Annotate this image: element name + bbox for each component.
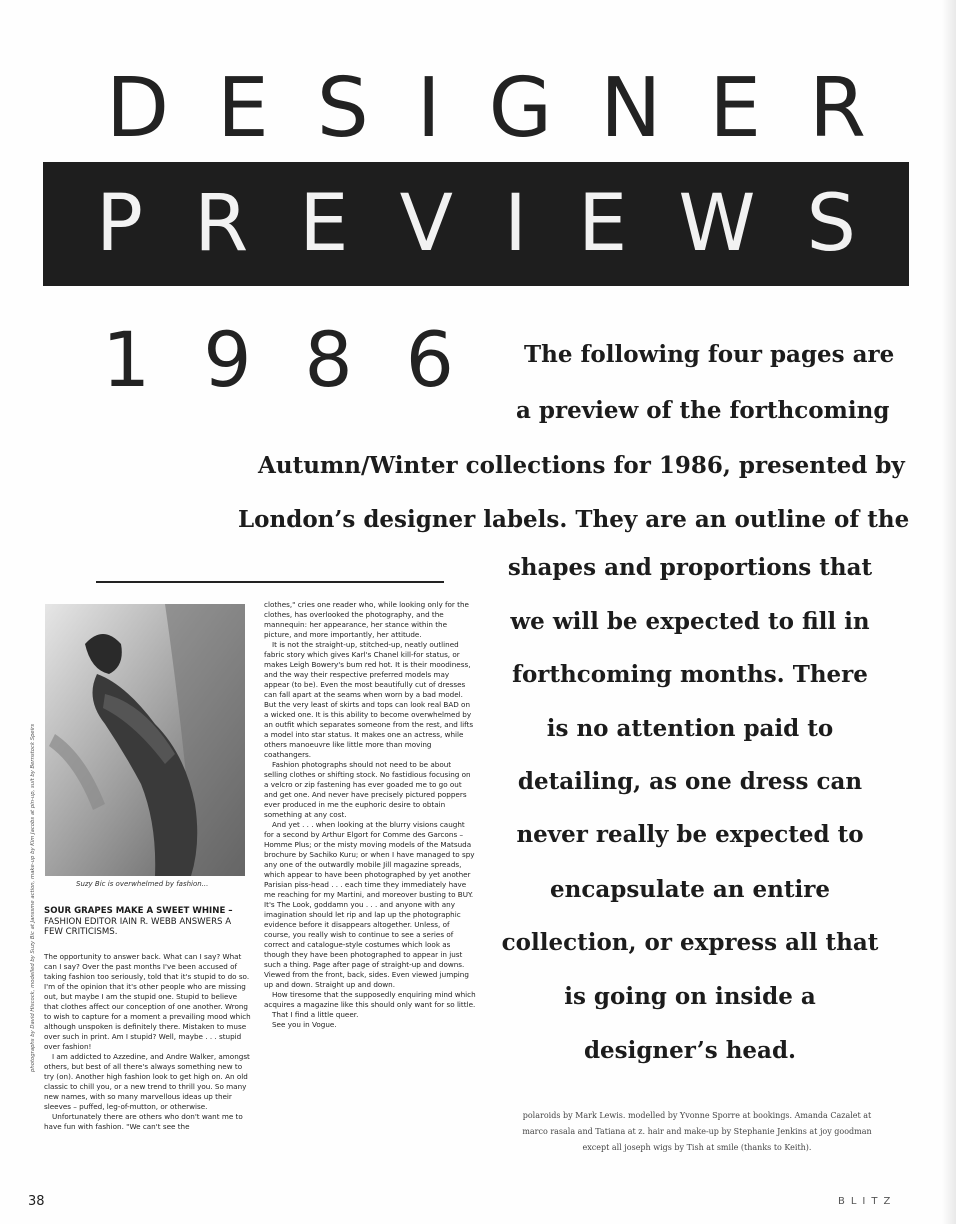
year-digit: 6 (405, 314, 454, 404)
title-letter: S (806, 179, 856, 269)
title-letter: E (299, 179, 349, 269)
year-digit: 8 (304, 314, 353, 404)
photo-illustration (45, 604, 245, 876)
intro-line: a preview of the forthcoming (516, 397, 890, 424)
title-previews (96, 172, 856, 276)
title-letter: R (808, 60, 866, 156)
title-letter: S (316, 60, 369, 156)
intro-line: detailing, as one dress can (517, 768, 863, 795)
title-letter: G (488, 60, 553, 156)
intro-line: never really be expected to (516, 821, 864, 848)
intro-line: shapes and proportions that (507, 554, 873, 581)
article-paragraph: I am addicted to Azzedine, and Andre Walker, amongst others, but best of all there's always something new to try (on). Another high fashion look to get high on. An old classic to chill you, or a new trend to thrill you. So many new names, with so many marvellous ideas up their sleeves – puffed, leg-of-mutton, or otherwise. (44, 1052, 250, 1111)
title-letter: E (217, 60, 269, 156)
photo-caption: Suzy Bic is overwhelmed by fashion... (76, 880, 209, 888)
page-edge-shadow (942, 0, 956, 1224)
magazine-name: BLITZ (838, 1196, 897, 1207)
article-headline (44, 906, 250, 938)
year-digit: 1 (102, 314, 151, 404)
article-paragraph: Unfortunately there are others who don't want me to have fun with fashion. "We can't see the (44, 1112, 243, 1131)
page-number: 38 (28, 1194, 45, 1209)
article-paragraph: And yet . . . when looking at the blurry visions caught for a second by Arthur Elgort for Comme des Garcons – Homme Plus; or the misty moving models of the Matsuda brochure by Sachiko Kuru; or when I have managed to spy any one of the outwardly mobile Jill magazine spreads, which appear to have been photographed by yet another Parisian piss-head . . . each time they immediately have me reaching for my Martini, and moreover busting to BUY. It's The Look, goddamn you . . . and anyone with any imagination should let rip and lap up the photographic evidence before it disappears altogether. Unless, of course, you really wish to continue to see a series of correct and catalogue-style costumes which look as though they have been photographed to appear in just such a thing. Page after page of straight-up and downs. Viewed from the front, back, sides. Even viewed jumping up and down. Straight up and down. (264, 820, 475, 989)
title-letter: V (399, 179, 453, 269)
intro-line: London’s designer labels. They are an outline of the (238, 506, 910, 533)
shoot-credits: polaroids by Mark Lewis. modelled by Yvonne Sporre at bookings. Amanda Cazalet at marco rasala and Tatiana at z. hair and make-up by Stephanie Jenkins at joy goodman except all joseph wigs by Tish at smile (thanks to Keith). (522, 1111, 872, 1152)
title-letter: I (416, 60, 441, 156)
intro-line: The following four pages are (524, 341, 895, 368)
title-letter: W (678, 179, 756, 269)
intro-line: Autumn/Winter collections for 1986, presented by (258, 452, 905, 479)
article-paragraph: clothes," cries one reader who, while looking only for the clothes, has overlooked the photography, and the mannequin: her appearance, her stance within the picture, and more importantly, her attitude. (264, 600, 469, 639)
intro-line: encapsulate an entire (549, 876, 831, 903)
intro-line: is no attention paid to (546, 715, 834, 742)
article-column-2 (264, 600, 476, 1030)
article-paragraph: That I find a little queer. (272, 1010, 359, 1019)
intro-line: we will be expected to fill in (510, 608, 870, 635)
title-letter: E (709, 60, 762, 156)
article-paragraph: The opportunity to answer back. What can I say? What can I say? Over the past months I've been accused of taking fashion too seriously, told that it's stupid to do so. I'm of the opinion that it's other people who are missing out, but maybe I am the stupid one. Stupid to believe that clothes affect our conception of one another. Wrong to wish to capture for a moment a prevailing mood which although unspoken is definitely there. Mistaken to muse over such in print. Am I stupid? Well, maybe . . . stupid over fashion! (44, 952, 251, 1051)
article-column-1 (44, 952, 252, 1132)
intro-line: collection, or express all that (501, 929, 879, 956)
horizontal-rule (96, 581, 444, 583)
title-letter: D (106, 60, 170, 156)
title-letter: I (503, 179, 527, 269)
article-paragraph: See you in Vogue. (272, 1020, 337, 1029)
headline-subtitle: FASHION EDITOR IAIN R. WEBB ANSWERS A FEW CRITICISMS. (44, 916, 232, 937)
title-letter: P (96, 179, 144, 269)
title-year (102, 314, 454, 404)
intro-line: designer’s head. (583, 1037, 797, 1064)
photo-credit: photographs by David Hiscock, modelled by Suzy Bic at Janssme action, make-up by Kim Jacobs at pin-up, suit by Bernstock Speirs (30, 723, 36, 1072)
article-paragraph: Fashion photographs should not need to be about selling clothes or shifting stock. No fastidious focusing on a velcro or zip fastening has ever goaded me to go out and get one. And never have precisely pictured poppers ever produced in me the euphoric desire to obtain something at any cost. (264, 760, 471, 819)
title-letter: N (600, 60, 662, 156)
title-letter: E (578, 179, 628, 269)
article-paragraph: How tiresome that the supposedly enquiring mind which acquires a magazine like this should only want for so little. (264, 990, 476, 1009)
title-designer (106, 58, 866, 158)
intro-line: forthcoming months. There (512, 661, 868, 688)
year-digit: 9 (203, 314, 252, 404)
title-letter: R (194, 179, 249, 269)
intro-line: is going on inside a (564, 983, 816, 1010)
article-paragraph: It is not the straight-up, stitched-up, neatly outlined fabric story which gives Karl's Chanel kill-for status, or makes Leigh Bowery's bum red hot. It is their moodiness, and the way their respective preferred models may appear (to be). Even the most beautifully cut of dresses can fall apart at the seams when worn by a bad model. But the very least of skirts and tops can look real BAD on a wicked one. It is this ability to become overwhelmed by an outfit which separates someone from the rest, and lifts a model into star status. It makes one an actress, while others manoeuvre like little more than moving coathangers. (264, 640, 474, 759)
fashion-photo (45, 604, 245, 876)
headline-bold: SOUR GRAPES MAKE A SWEET WHINE – (44, 906, 233, 916)
